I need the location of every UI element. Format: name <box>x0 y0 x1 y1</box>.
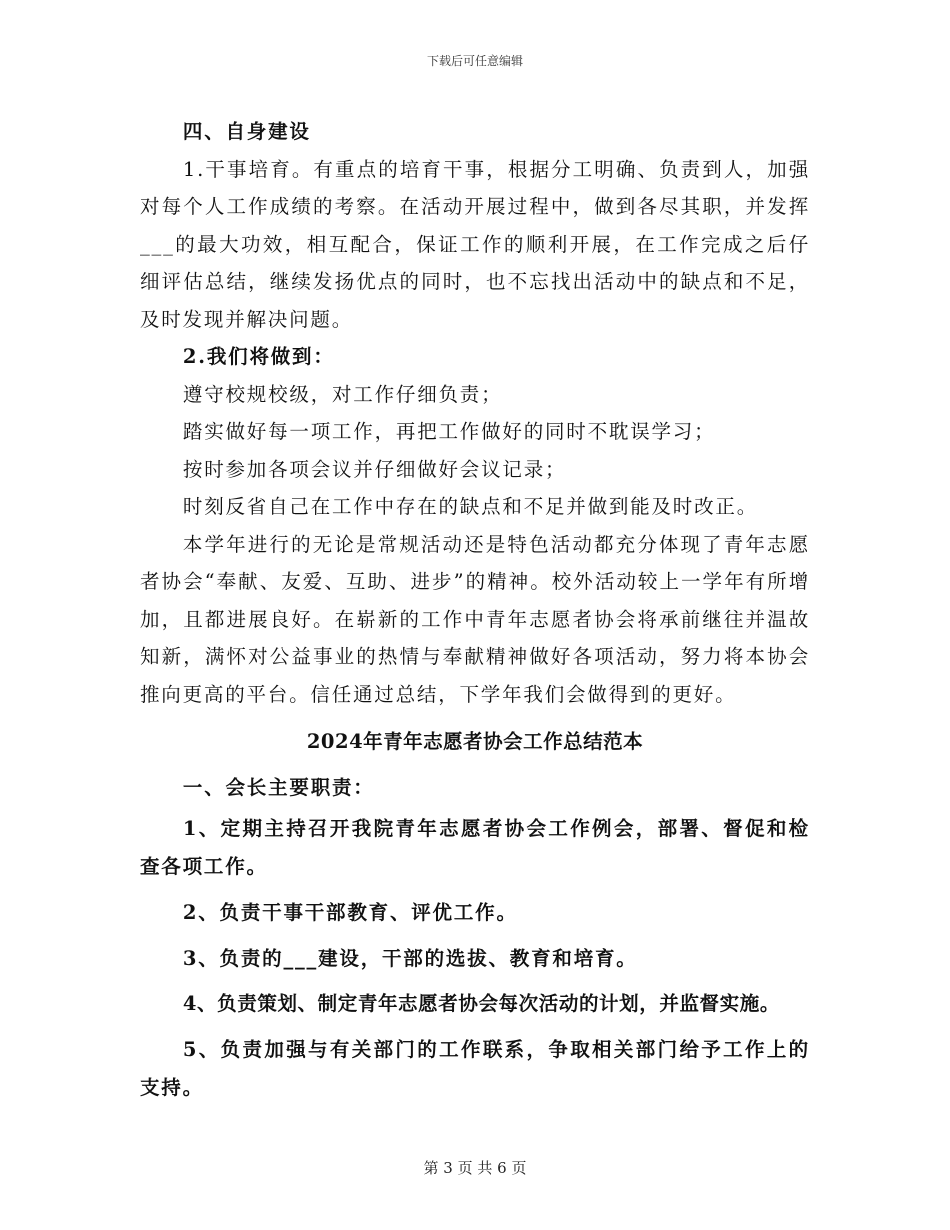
duty-item: 1、定期主持召开我院青年志愿者协会工作例会，部署、督促和检查各项工作。 <box>140 817 810 878</box>
spacer <box>140 761 810 769</box>
spacer <box>140 932 810 940</box>
duty-item: 3、负责的___建设，干部的选拔、教育和培育。 <box>182 946 638 970</box>
document-title: 2024年青年志愿者协会工作总结范本 <box>306 730 644 753</box>
paragraph-staff-training: 1.干事培育。有重点的培育干事，根据分工明确、负责到人，加强对每个人工作成绩的考察。在活动开展过程中，做到各尽其职，并发挥___的最大功效，相互配合，保证工作的顺利开展，在工作完成之后仔细评估总结，继续发扬优点的同时，也不忘找出活动中的缺点和不足，及时发现并解决问题。 <box>140 157 810 331</box>
paragraph-summary: 本学年进行的无论是常规活动还是特色活动都充分体现了青年志愿者协会“奉献、友爱、互助、进步”的精神。校外活动较上一学年有所增加，且都进展良好。在崭新的工作中青年志愿者协会将承前继往并温故知新，满怀对公益事业的热情与奉献精神做好各项活动，努力将本协会推向更高的平台。信任通过总结，下学年我们会做得到的更好。 <box>140 532 810 706</box>
list-item: 时刻反省自己在工作中存在的缺点和不足并做到能及时改正。 <box>182 495 758 518</box>
spacer <box>140 977 810 985</box>
list-item: 踏实做好每一项工作，再把工作做好的同时不耽误学习； <box>182 420 716 443</box>
duty-item: 4、负责策划、制定青年志愿者协会每次活动的计划，并监督实施。 <box>182 992 780 1015</box>
spacer <box>140 886 810 894</box>
section-heading-president-duties: 一、会长主要职责： <box>182 775 375 799</box>
document-body <box>140 113 810 1107</box>
subheading-we-will-do: 2.我们将做到： <box>182 345 335 368</box>
list-item: 按时参加各项会议并仔细做好会议记录； <box>182 457 567 481</box>
duty-item: 2、负责干事干部教育、评优工作。 <box>182 901 518 924</box>
list-item: 遵守校规校级，对工作仔细负责； <box>182 382 503 406</box>
duty-item: 5、负责加强与有关部门的工作联系，争取相关部门给予工作上的支持。 <box>140 1037 810 1099</box>
page-footer: 第 3 页 共 6 页 <box>423 1159 527 1177</box>
page-header: 下载后可任意编辑 <box>426 54 523 68</box>
section-heading-self-building: 四、自身建设 <box>182 120 311 143</box>
spacer <box>140 1023 810 1031</box>
